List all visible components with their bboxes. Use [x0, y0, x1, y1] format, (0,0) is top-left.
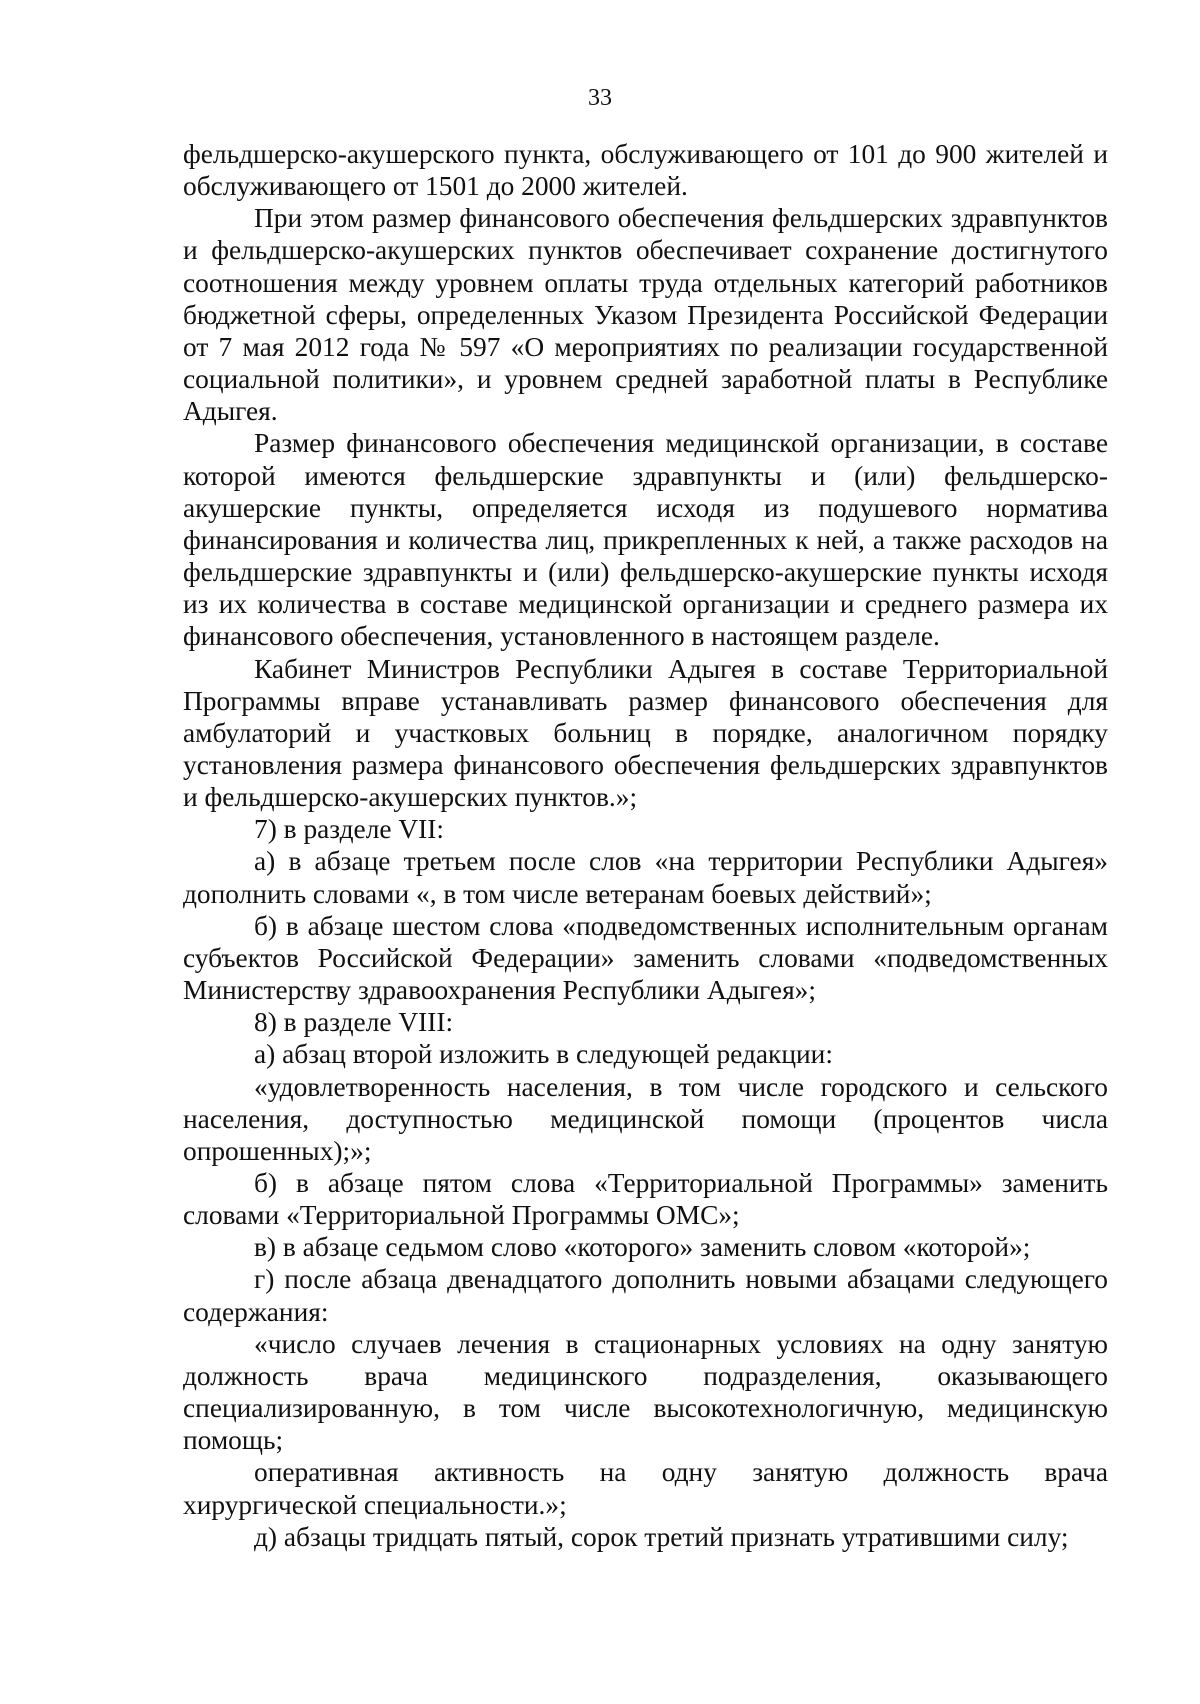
document-body [183, 138, 1108, 1553]
paragraph-continuation: фельдшерско-акушерского пункта, обслуживающего от 101 до 900 жителей и обслуживающего от 1501 до 2000 жителей. [183, 139, 1108, 202]
paragraph-population-satisfaction: «удовлетворенность населения, в том числе городского и сельского населения, доступностью медицинской помощи (процентов числа опрошенных);»; [183, 1071, 1108, 1166]
paragraph-section-vii: 7) в разделе VII: [254, 814, 445, 845]
paragraph-surgical-activity: оперативная активность на одну занятую должность врача хирургической специальности.»; [183, 1457, 1108, 1520]
page-number: 33 [588, 85, 612, 111]
paragraph-section-vii-a: а) в абзаце третьем после слов «на территории Республики Адыгея» дополнить словами «, в том числе ветеранам боевых действий»; [183, 846, 1108, 909]
paragraph-cabinet-of-ministers: Кабинет Министров Республики Адыгея в составе Территориальной Программы вправе устанавливать размер финансового обеспечения для амбулаторий и участковых больниц в порядке, аналогичном порядку установления размера финансового обеспечения фельдшерских здравпунктов и фельдшерско-акушерских пунктов.»; [183, 653, 1108, 813]
paragraph-section-viii-c: в) в абзаце седьмом слово «которого» заменить словом «которой»; [254, 1232, 1031, 1263]
paragraph-section-viii-d: г) после абзаца двенадцатого дополнить новыми абзацами следующего содержания: [183, 1264, 1108, 1327]
paragraph-feldsher-funding-ratio: При этом размер финансового обеспечения фельдшерских здравпунктов и фельдшерско-акушерских пунктов обеспечивает сохранение достигнутого соотношения между уровнем оплаты труда отдельных категорий работников бюджетной сферы, определенных Указом Президента Российской Федерации от 7 мая 2012 года № 597 «О мероприятиях по реализации государственной социальной политики», и уровнем средней заработной платы в Республике Адыгея. [183, 203, 1108, 427]
paragraph-section-viii: 8) в разделе VIII: [254, 1007, 454, 1038]
paragraph-medical-organization-funding: Размер финансового обеспечения медицинской организации, в составе которой имеются фельдшерские здравпункты и (или) фельдшерско-акушерские пункты, определяется исходя из подушевого норматива финансирования и количества лиц, прикрепленных к ней, а также расходов на фельдшерские здравпункты и (или) фельдшерско-акушерские пункты исходя из их количества в составе медицинской организации и среднего размера их финансового обеспечения, установленного в настоящем разделе. [183, 428, 1108, 652]
paragraph-section-viii-b: б) в абзаце пятом слова «Территориальной Программы» заменить словами «Территориальной Программы ОМС»; [183, 1168, 1108, 1231]
paragraph-inpatient-cases: «число случаев лечения в стационарных условиях на одну занятую должность врача медицинского подразделения, оказывающего специализированную, в том числе высокотехнологичную, медицинскую помощь; [183, 1328, 1108, 1456]
paragraph-section-viii-e: д) абзацы тридцать пятый, сорок третий признать утратившими силу; [254, 1521, 1069, 1552]
paragraph-section-vii-b: б) в абзаце шестом слова «подведомственных исполнительным органам субъектов Российской Федерации» заменить словами «подведомственных Министерству здравоохранения Республики Адыгея»; [183, 910, 1108, 1006]
paragraph-section-viii-a: а) абзац второй изложить в следующей редакции: [254, 1039, 833, 1070]
